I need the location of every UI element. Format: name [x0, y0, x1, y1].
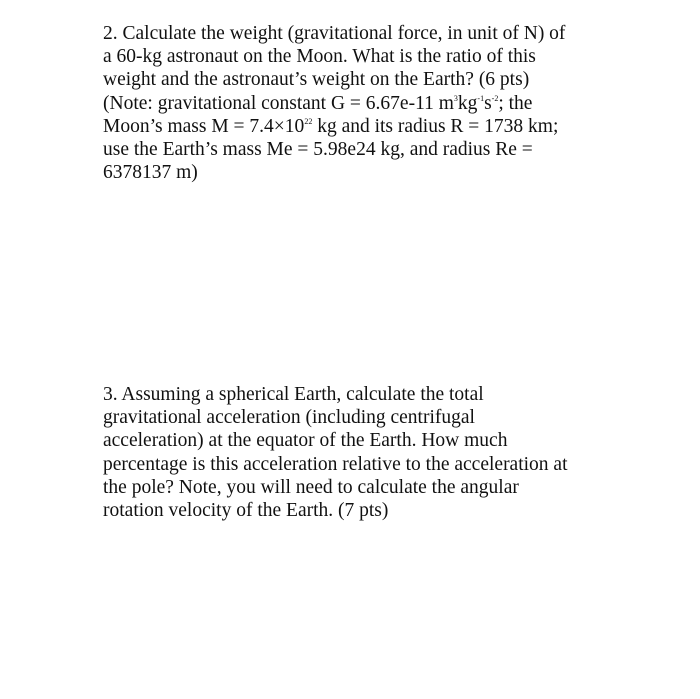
question-2-line: a 60-kg astronaut on the Moon. What is the ratio of this: [103, 46, 536, 68]
question-2-line: weight and the astronaut’s weight on the Earth? (6 pts): [103, 69, 530, 91]
question-3-line: the pole? Note, you will need to calculate the angular: [103, 476, 519, 498]
note-text: kg: [457, 92, 478, 114]
note-text: Moon’s mass M = 7.4×10: [103, 115, 305, 137]
question-2-note-constant: [103, 92, 603, 115]
exponent: 3: [453, 93, 458, 103]
note-text: (Note: gravitational constant G = 6.67e-11 m: [103, 92, 454, 114]
question-2-note-moon: [103, 115, 603, 138]
question-3-line: acceleration) at the equator of the Earth. How much: [103, 430, 508, 452]
question-3-line: rotation velocity of the Earth. (7 pts): [103, 500, 389, 522]
question-3: [103, 383, 603, 522]
question-2-note-earth: use the Earth’s mass Me = 5.98e24 kg, and radius Re =: [103, 139, 533, 161]
question-2-line: 2. Calculate the weight (gravitational force, in unit of N) of: [103, 23, 566, 44]
question-2-note-radius: 6378137 m): [103, 162, 198, 184]
question-3-line: 3. Assuming a spherical Earth, calculate the total: [103, 384, 484, 405]
note-text: ; the: [498, 92, 533, 114]
note-text: s: [484, 92, 492, 114]
question-3-line: percentage is this acceleration relative to the acceleration at: [103, 453, 568, 475]
exponent: -2: [491, 93, 499, 103]
question-3-line: gravitational acceleration (including centrifugal: [103, 407, 475, 429]
exponent: -1: [477, 93, 485, 103]
note-text: kg and its radius R = 1738 km;: [312, 115, 559, 137]
question-2: [103, 22, 603, 184]
exponent: 22: [304, 116, 313, 126]
